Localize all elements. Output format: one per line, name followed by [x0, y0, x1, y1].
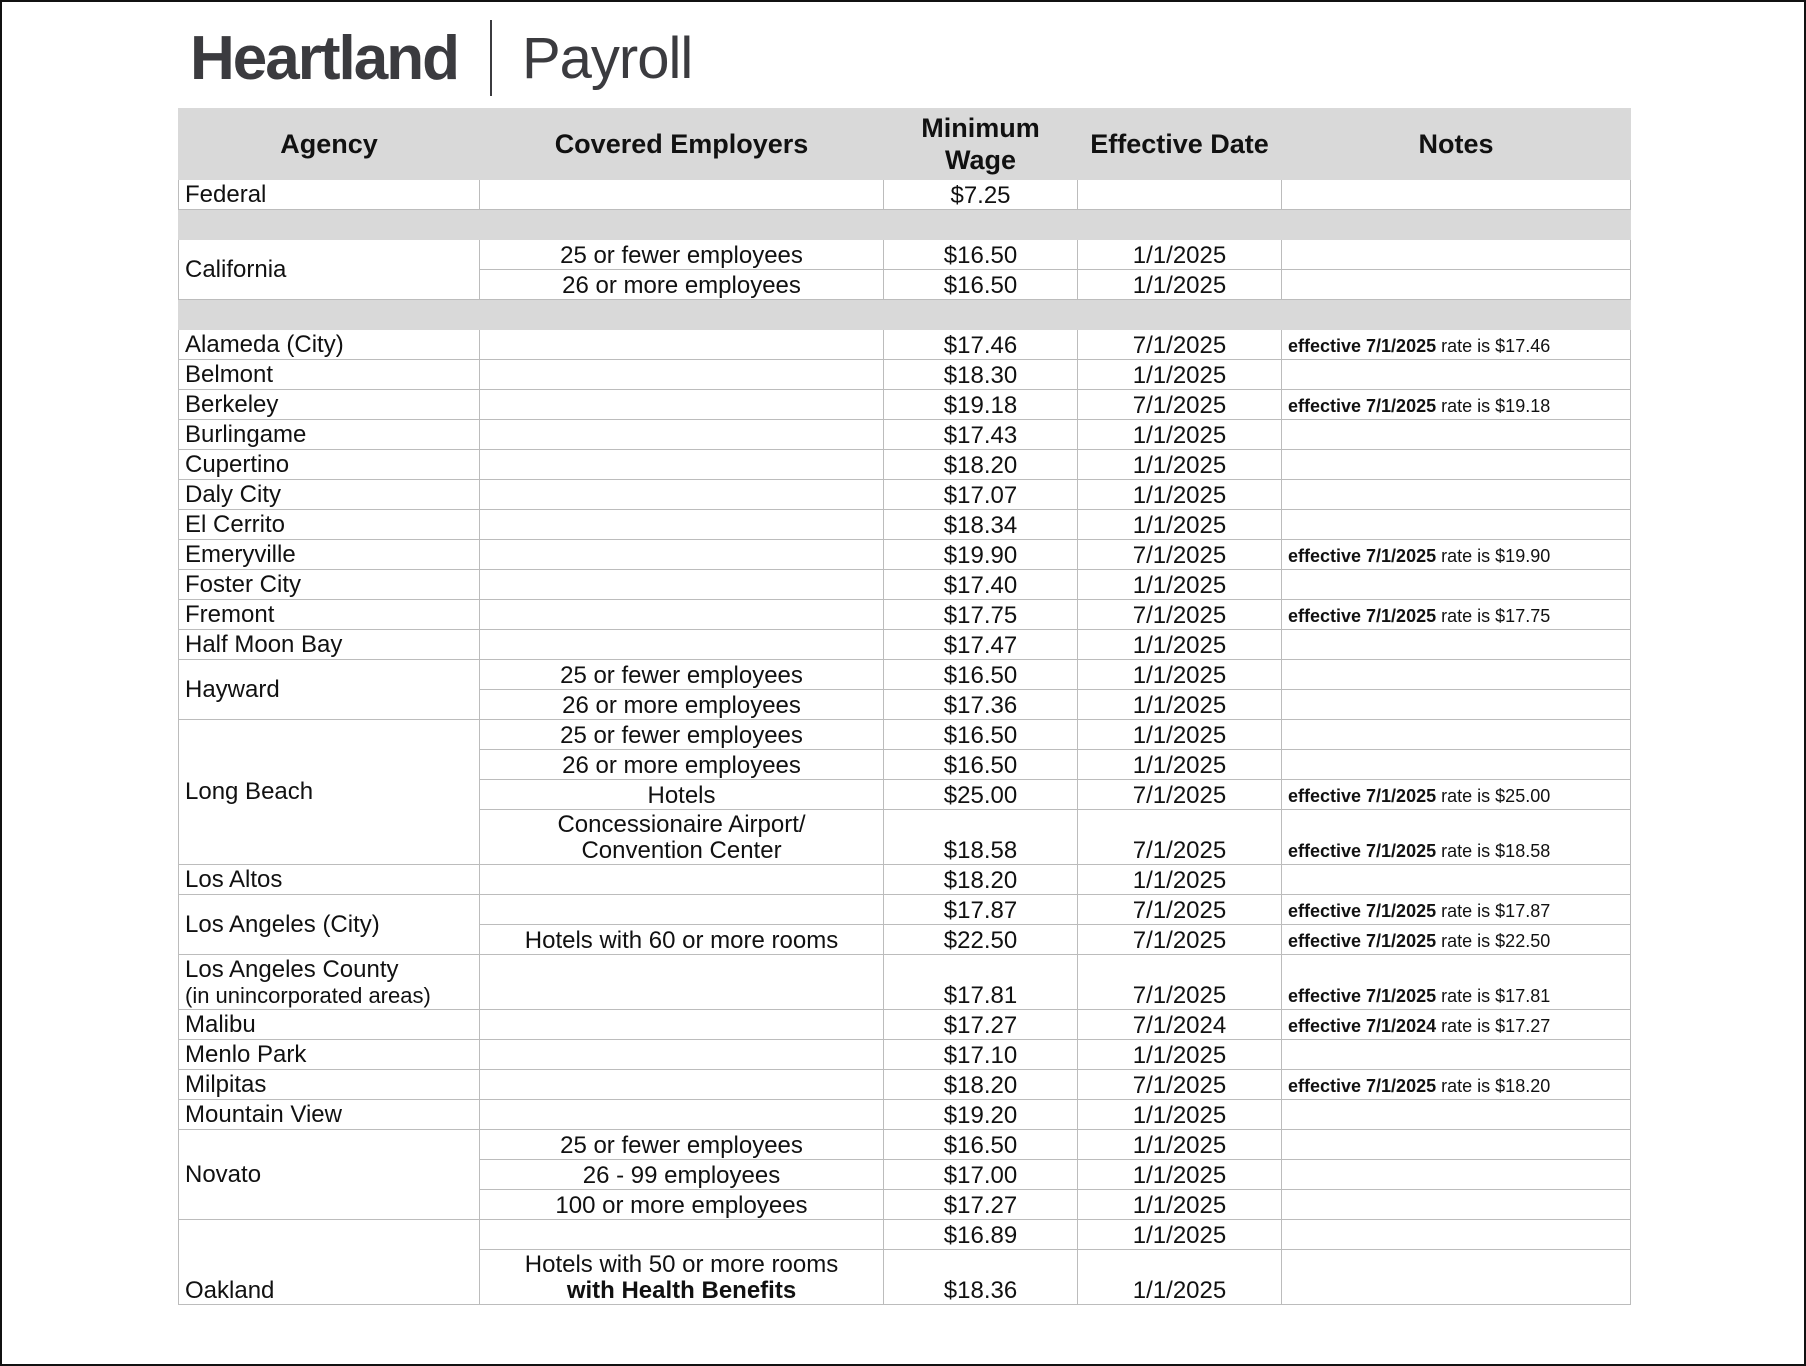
- note-rate: $18.58: [1495, 841, 1551, 861]
- effective-date-cell: 7/1/2025: [1078, 540, 1282, 570]
- logo-product: Payroll: [521, 25, 693, 91]
- notes-cell: [1282, 1100, 1631, 1130]
- covered-employers-cell: [480, 865, 884, 895]
- minimum-wage-cell: $7.25: [884, 180, 1078, 210]
- notes-cell: [1282, 955, 1631, 1010]
- notes-cell: [1282, 925, 1631, 955]
- agency-cell: Half Moon Bay: [179, 630, 480, 660]
- agency-cell: Federal: [179, 180, 480, 210]
- covered-employers-cell: 100 or more employees: [480, 1190, 884, 1220]
- minimum-wage-table: [178, 108, 1631, 1305]
- minimum-wage-cell: $17.46: [884, 330, 1078, 360]
- header-minimum-wage-line2: Wage: [944, 145, 1016, 175]
- agency-cell: Malibu: [179, 1010, 480, 1040]
- agency-cell: Burlingame: [179, 420, 480, 450]
- effective-date-cell: 7/1/2024: [1078, 1010, 1282, 1040]
- agency-cell: Daly City: [179, 480, 480, 510]
- covered-employers-cell: [480, 450, 884, 480]
- notes-cell: [1282, 1250, 1631, 1305]
- note-rate-word: rate is: [1441, 786, 1491, 806]
- agency-line1: Los Angeles County: [185, 956, 399, 983]
- minimum-wage-cell: $18.20: [884, 450, 1078, 480]
- minimum-wage-cell: $16.50: [884, 660, 1078, 690]
- agency-line2: (in unincorporated areas): [185, 983, 431, 1008]
- minimum-wage-cell: $17.00: [884, 1160, 1078, 1190]
- table-row: [179, 600, 1631, 630]
- note-rate-word: rate is: [1441, 546, 1491, 566]
- separator-cell: [179, 300, 1631, 330]
- minimum-wage-cell: $17.47: [884, 630, 1078, 660]
- covered-employers-cell: [480, 540, 884, 570]
- note-effective-date: effective 7/1/2025: [1288, 931, 1437, 951]
- effective-date-cell: 7/1/2025: [1078, 390, 1282, 420]
- effective-date-cell: 1/1/2025: [1078, 1190, 1282, 1220]
- note-effective-date: effective 7/1/2024: [1288, 1016, 1437, 1036]
- note-effective-date: effective 7/1/2025: [1288, 986, 1437, 1006]
- covered-employers-cell: [480, 510, 884, 540]
- minimum-wage-cell: $17.27: [884, 1190, 1078, 1220]
- table-row: [179, 390, 1631, 420]
- agency-cell: Berkeley: [179, 390, 480, 420]
- note-rate-word: rate is: [1441, 931, 1491, 951]
- covered-employers-cell: [480, 810, 884, 865]
- minimum-wage-cell: $19.18: [884, 390, 1078, 420]
- covered-employers-cell: 26 or more employees: [480, 750, 884, 780]
- covered-employers-cell: 26 or more employees: [480, 690, 884, 720]
- note-rate: $19.18: [1495, 396, 1551, 416]
- minimum-wage-cell: $25.00: [884, 780, 1078, 810]
- covered-employers-cell: [480, 1040, 884, 1070]
- effective-date-cell: 1/1/2025: [1078, 420, 1282, 450]
- table-row: [179, 570, 1631, 600]
- note-rate-word: rate is: [1441, 336, 1491, 356]
- notes-cell: [1282, 750, 1631, 780]
- minimum-wage-cell: $18.20: [884, 1070, 1078, 1100]
- notes-cell: [1282, 390, 1631, 420]
- covered-employers-cell: [480, 360, 884, 390]
- agency-cell: Emeryville: [179, 540, 480, 570]
- section-separator-row: [179, 300, 1631, 330]
- minimum-wage-cell: $17.81: [884, 955, 1078, 1010]
- effective-date-cell: 7/1/2025: [1078, 600, 1282, 630]
- minimum-wage-cell: $17.36: [884, 690, 1078, 720]
- minimum-wage-cell: $18.36: [884, 1250, 1078, 1305]
- notes-cell: [1282, 330, 1631, 360]
- agency-cell: Milpitas: [179, 1070, 480, 1100]
- separator-cell: [179, 210, 1631, 240]
- agency-cell: Fremont: [179, 600, 480, 630]
- table-row: [179, 895, 1631, 925]
- header-agency: Agency: [179, 109, 480, 180]
- notes-cell: [1282, 720, 1631, 750]
- agency-cell: Alameda (City): [179, 330, 480, 360]
- effective-date-cell: 7/1/2025: [1078, 810, 1282, 865]
- notes-cell: [1282, 600, 1631, 630]
- agency-cell: Long Beach: [179, 720, 480, 865]
- notes-cell: [1282, 240, 1631, 270]
- notes-cell: [1282, 360, 1631, 390]
- covered-employers-cell: [480, 600, 884, 630]
- effective-date-cell: 1/1/2025: [1078, 1220, 1282, 1250]
- note-rate: $25.00: [1495, 786, 1551, 806]
- table-row: [179, 1070, 1631, 1100]
- covered-employers-cell: [480, 1220, 884, 1250]
- table-row: [179, 360, 1631, 390]
- effective-date-cell: 1/1/2025: [1078, 1100, 1282, 1130]
- agency-cell: [179, 955, 480, 1010]
- effective-date-cell: 1/1/2025: [1078, 1160, 1282, 1190]
- table-row: [179, 1040, 1631, 1070]
- minimum-wage-cell: $16.50: [884, 1130, 1078, 1160]
- covered-employers-cell: [480, 1100, 884, 1130]
- note-effective-date: effective 7/1/2025: [1288, 546, 1437, 566]
- note-effective-date: effective 7/1/2025: [1288, 336, 1437, 356]
- minimum-wage-cell: $18.34: [884, 510, 1078, 540]
- heartland-payroll-logo: [190, 18, 692, 98]
- effective-date-cell: 1/1/2025: [1078, 1250, 1282, 1305]
- minimum-wage-cell: $16.50: [884, 750, 1078, 780]
- effective-date-cell: 1/1/2025: [1078, 690, 1282, 720]
- note-rate-word: rate is: [1441, 901, 1491, 921]
- minimum-wage-cell: $22.50: [884, 925, 1078, 955]
- notes-cell: [1282, 810, 1631, 865]
- agency-cell: Mountain View: [179, 1100, 480, 1130]
- table-row: [179, 955, 1631, 1010]
- table-row: [179, 865, 1631, 895]
- minimum-wage-cell: $16.50: [884, 270, 1078, 300]
- notes-cell: [1282, 660, 1631, 690]
- covered-employers-cell: [480, 420, 884, 450]
- table-row: [179, 510, 1631, 540]
- notes-cell: [1282, 1010, 1631, 1040]
- agency-cell: Belmont: [179, 360, 480, 390]
- notes-cell: [1282, 1190, 1631, 1220]
- covered-employers-cell: [480, 570, 884, 600]
- note-rate: $22.50: [1495, 931, 1551, 951]
- covered-employers-cell: [480, 180, 884, 210]
- covered-employers-cell: 25 or fewer employees: [480, 1130, 884, 1160]
- minimum-wage-cell: $16.50: [884, 240, 1078, 270]
- note-effective-date: effective 7/1/2025: [1288, 786, 1437, 806]
- notes-cell: [1282, 690, 1631, 720]
- table-row: [179, 720, 1631, 750]
- employers-line1: Concessionaire Airport/: [557, 811, 806, 838]
- note-rate: $17.81: [1495, 986, 1551, 1006]
- table-row: [179, 1130, 1631, 1160]
- effective-date-cell: 1/1/2025: [1078, 570, 1282, 600]
- effective-date-cell: 1/1/2025: [1078, 1130, 1282, 1160]
- effective-date-cell: 7/1/2025: [1078, 925, 1282, 955]
- header-effective-date: Effective Date: [1078, 109, 1282, 180]
- minimum-wage-cell: $16.50: [884, 720, 1078, 750]
- agency-cell: Foster City: [179, 570, 480, 600]
- effective-date-cell: 7/1/2025: [1078, 780, 1282, 810]
- notes-cell: [1282, 480, 1631, 510]
- agency-cell: Hayward: [179, 660, 480, 720]
- notes-cell: [1282, 540, 1631, 570]
- table-row: [179, 660, 1631, 690]
- effective-date-cell: 1/1/2025: [1078, 750, 1282, 780]
- effective-date-cell: 1/1/2025: [1078, 480, 1282, 510]
- covered-employers-cell: 25 or fewer employees: [480, 720, 884, 750]
- covered-employers-cell: 26 - 99 employees: [480, 1160, 884, 1190]
- minimum-wage-cell: $17.40: [884, 570, 1078, 600]
- note-rate: $17.46: [1495, 336, 1551, 356]
- note-rate-word: rate is: [1441, 396, 1491, 416]
- effective-date-cell: 1/1/2025: [1078, 1040, 1282, 1070]
- agency-cell: Oakland: [179, 1220, 480, 1305]
- minimum-wage-cell: $17.10: [884, 1040, 1078, 1070]
- note-rate-word: rate is: [1441, 986, 1491, 1006]
- minimum-wage-cell: $18.58: [884, 810, 1078, 865]
- covered-employers-cell: [480, 630, 884, 660]
- note-rate-word: rate is: [1441, 606, 1491, 626]
- table-row: [179, 420, 1631, 450]
- minimum-wage-cell: $17.75: [884, 600, 1078, 630]
- covered-employers-cell: [480, 955, 884, 1010]
- agency-cell: Los Angeles (City): [179, 895, 480, 955]
- header-notes: Notes: [1282, 109, 1631, 180]
- effective-date-cell: 1/1/2025: [1078, 510, 1282, 540]
- covered-employers-cell: 25 or fewer employees: [480, 240, 884, 270]
- note-rate: $19.90: [1495, 546, 1551, 566]
- note-effective-date: effective 7/1/2025: [1288, 841, 1437, 861]
- table-row: [179, 240, 1631, 270]
- minimum-wage-cell: $18.30: [884, 360, 1078, 390]
- table-row: [179, 540, 1631, 570]
- effective-date-cell: 1/1/2025: [1078, 270, 1282, 300]
- agency-cell: California: [179, 240, 480, 300]
- section-separator-row: [179, 210, 1631, 240]
- agency-cell: El Cerrito: [179, 510, 480, 540]
- effective-date-cell: 1/1/2025: [1078, 720, 1282, 750]
- notes-cell: [1282, 1070, 1631, 1100]
- notes-cell: [1282, 895, 1631, 925]
- note-rate-word: rate is: [1441, 1016, 1491, 1036]
- notes-cell: [1282, 510, 1631, 540]
- effective-date-cell: 7/1/2025: [1078, 895, 1282, 925]
- notes-cell: [1282, 630, 1631, 660]
- agency-cell: Novato: [179, 1130, 480, 1220]
- table-row: [179, 1100, 1631, 1130]
- notes-cell: [1282, 1040, 1631, 1070]
- covered-employers-cell: [480, 480, 884, 510]
- header-covered-employers: Covered Employers: [480, 109, 884, 180]
- note-effective-date: effective 7/1/2025: [1288, 606, 1437, 626]
- table-row: [179, 330, 1631, 360]
- covered-employers-cell: 25 or fewer employees: [480, 660, 884, 690]
- note-rate: $17.87: [1495, 901, 1551, 921]
- minimum-wage-cell: $18.20: [884, 865, 1078, 895]
- employers-line1: Hotels with 50 or more rooms: [524, 1251, 839, 1278]
- agency-cell: Cupertino: [179, 450, 480, 480]
- employers-line2-bold: with Health Benefits: [566, 1277, 797, 1304]
- notes-cell: [1282, 450, 1631, 480]
- covered-employers-cell: [480, 390, 884, 420]
- note-rate-word: rate is: [1441, 1076, 1491, 1096]
- minimum-wage-cell: $16.89: [884, 1220, 1078, 1250]
- effective-date-cell: 1/1/2025: [1078, 865, 1282, 895]
- covered-employers-cell: Hotels with 60 or more rooms: [480, 925, 884, 955]
- minimum-wage-cell: $19.20: [884, 1100, 1078, 1130]
- table-row: [179, 1010, 1631, 1040]
- header-minimum-wage-line1: Minimum: [921, 113, 1040, 143]
- logo-divider: [490, 20, 492, 96]
- effective-date-cell: 1/1/2025: [1078, 360, 1282, 390]
- header-minimum-wage: [884, 109, 1078, 180]
- note-effective-date: effective 7/1/2025: [1288, 1076, 1437, 1096]
- covered-employers-cell: [480, 895, 884, 925]
- minimum-wage-cell: $17.07: [884, 480, 1078, 510]
- minimum-wage-cell: $17.43: [884, 420, 1078, 450]
- notes-cell: [1282, 270, 1631, 300]
- effective-date-cell: 1/1/2025: [1078, 630, 1282, 660]
- minimum-wage-cell: $17.87: [884, 895, 1078, 925]
- notes-cell: [1282, 180, 1631, 210]
- note-effective-date: effective 7/1/2025: [1288, 901, 1437, 921]
- agency-cell: Los Altos: [179, 865, 480, 895]
- notes-cell: [1282, 1130, 1631, 1160]
- note-rate-word: rate is: [1441, 841, 1491, 861]
- employers-line2: Convention Center: [581, 837, 782, 864]
- notes-cell: [1282, 865, 1631, 895]
- effective-date-cell: 7/1/2025: [1078, 330, 1282, 360]
- effective-date-cell: 1/1/2025: [1078, 450, 1282, 480]
- agency-cell: Menlo Park: [179, 1040, 480, 1070]
- notes-cell: [1282, 570, 1631, 600]
- effective-date-cell: 1/1/2025: [1078, 240, 1282, 270]
- note-effective-date: effective 7/1/2025: [1288, 396, 1437, 416]
- note-rate: $17.27: [1495, 1016, 1551, 1036]
- table-row: [179, 1220, 1631, 1250]
- covered-employers-cell: [480, 1010, 884, 1040]
- table-header-row: [179, 109, 1631, 180]
- covered-employers-cell: [480, 1070, 884, 1100]
- effective-date-cell: [1078, 180, 1282, 210]
- covered-employers-cell: Hotels: [480, 780, 884, 810]
- notes-cell: [1282, 420, 1631, 450]
- effective-date-cell: 7/1/2025: [1078, 955, 1282, 1010]
- effective-date-cell: 7/1/2025: [1078, 1070, 1282, 1100]
- note-rate: $17.75: [1495, 606, 1551, 626]
- minimum-wage-cell: $17.27: [884, 1010, 1078, 1040]
- effective-date-cell: 1/1/2025: [1078, 660, 1282, 690]
- table-row: [179, 630, 1631, 660]
- notes-cell: [1282, 1160, 1631, 1190]
- logo-brand: Heartland: [190, 23, 458, 93]
- covered-employers-cell: [480, 330, 884, 360]
- covered-employers-cell: [480, 1250, 884, 1305]
- note-rate: $18.20: [1495, 1076, 1551, 1096]
- table-row: [179, 180, 1631, 210]
- table-row: [179, 480, 1631, 510]
- notes-cell: [1282, 1220, 1631, 1250]
- minimum-wage-cell: $19.90: [884, 540, 1078, 570]
- covered-employers-cell: 26 or more employees: [480, 270, 884, 300]
- table-row: [179, 450, 1631, 480]
- notes-cell: [1282, 780, 1631, 810]
